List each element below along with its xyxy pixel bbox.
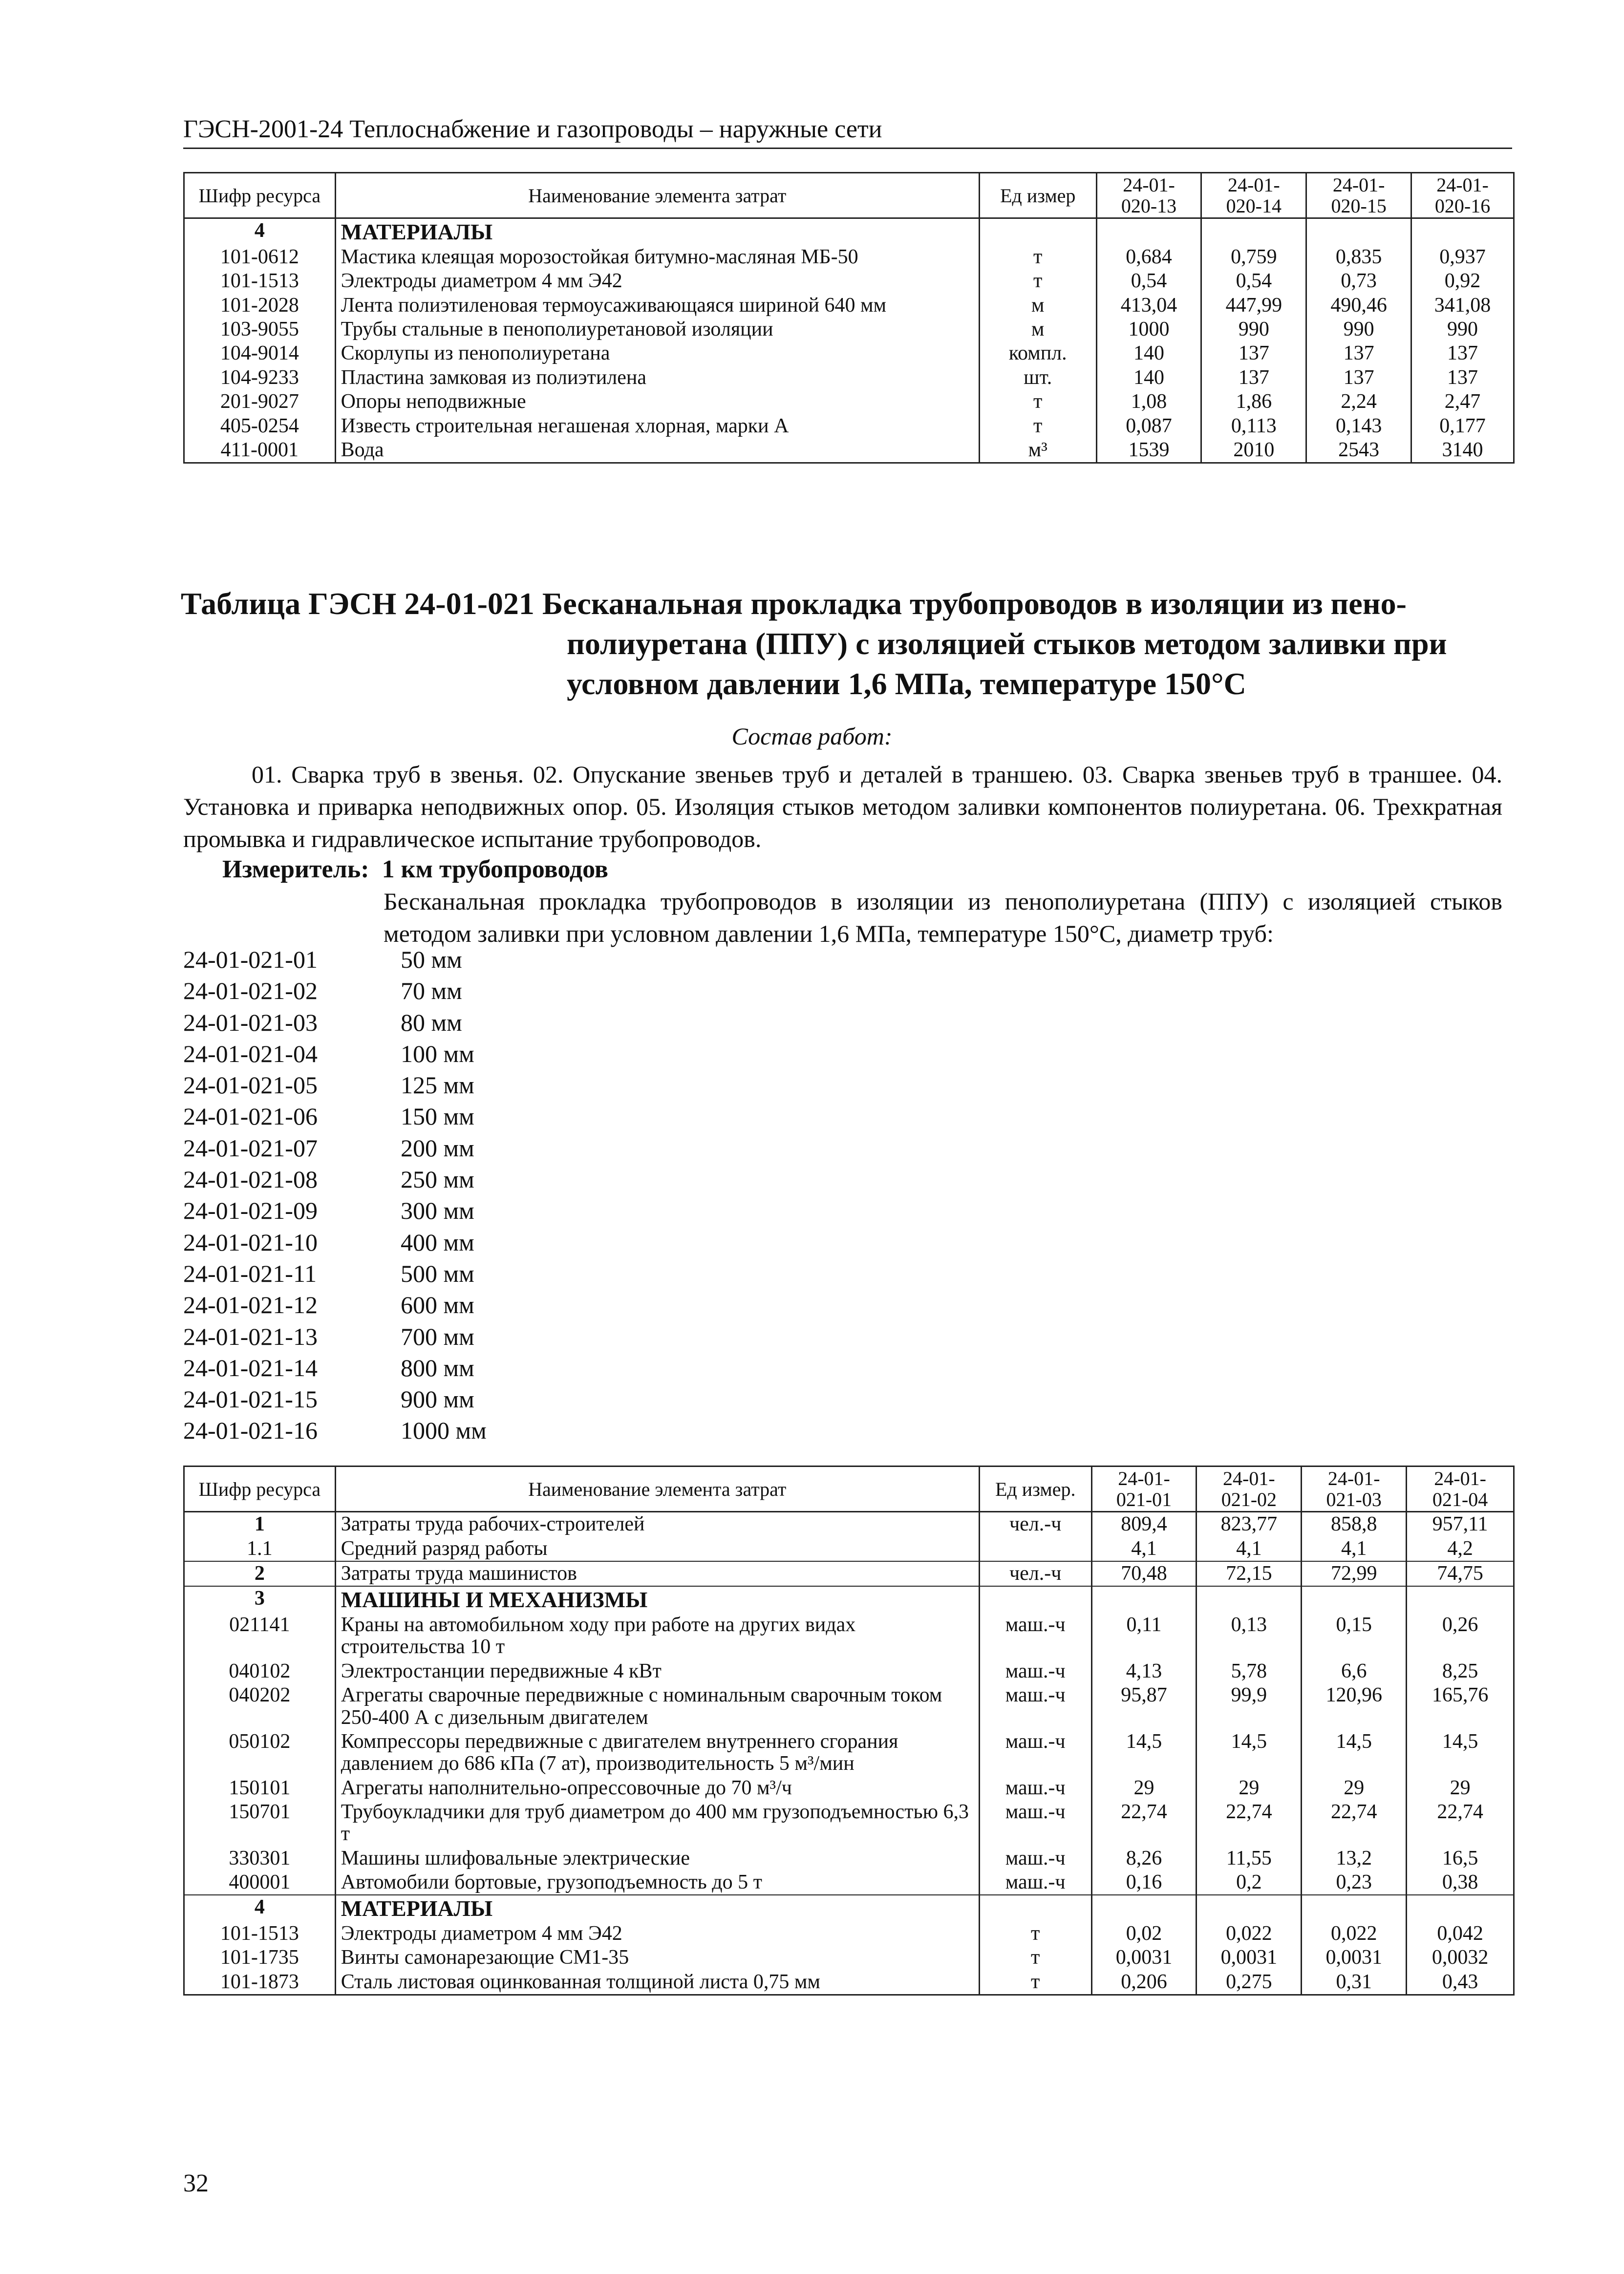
code-list-item [183, 975, 487, 1006]
cell-name: Винты самонарезающие СМ1-35 [335, 1946, 979, 1970]
cell-value: 0,0032 [1407, 1946, 1514, 1970]
table-row [184, 1800, 1514, 1847]
code-list-item [183, 1164, 487, 1195]
cell-unit: компл. [979, 341, 1096, 365]
cell-value: 0,835 [1306, 245, 1411, 269]
cell-unit: маш.-ч [979, 1776, 1091, 1800]
table-row [184, 341, 1514, 365]
cell-name: Электроды диаметром 4 мм Э42 [335, 269, 979, 293]
code-number: 24-01-021-09 [183, 1197, 318, 1225]
header-code: Шифр ресурса [184, 1466, 336, 1512]
cell-code: 104-9233 [184, 366, 336, 390]
table-row [184, 1537, 1514, 1561]
measure-value: 1 км трубопроводов [382, 855, 608, 883]
cell-value: 11,55 [1197, 1847, 1302, 1870]
cell-value: 29 [1407, 1776, 1514, 1800]
cell-value [1096, 218, 1201, 245]
cell-value: 0,684 [1096, 245, 1201, 269]
cell-name: Мастика клеящая морозостойкая битумно-масляная МБ-50 [335, 245, 979, 269]
pipe-diameter: 100 мм [401, 1040, 474, 1067]
resource-table-020 [183, 172, 1515, 464]
code-list-item [183, 1101, 487, 1132]
cell-unit: маш.-ч [979, 1870, 1091, 1895]
cell-value: 0,73 [1306, 269, 1411, 293]
pipe-diameter: 50 мм [401, 946, 462, 973]
code-list-item [183, 944, 487, 975]
cell-value: 8,26 [1091, 1847, 1197, 1870]
cell-code: 201-9027 [184, 390, 336, 414]
cell-name: МАШИНЫ И МЕХАНИЗМЫ [335, 1586, 979, 1613]
table-row [184, 294, 1514, 318]
cell-value: 4,2 [1407, 1537, 1514, 1561]
cell-value: 0,15 [1302, 1613, 1407, 1659]
table-row [184, 1970, 1514, 1995]
cell-value: 14,5 [1302, 1730, 1407, 1776]
cell-value: 0,022 [1302, 1922, 1407, 1946]
cell-value: 137 [1411, 366, 1514, 390]
cell-value: 13,2 [1302, 1847, 1407, 1870]
cell-value: 858,8 [1302, 1512, 1407, 1537]
cell-code: 040102 [184, 1659, 336, 1683]
table-row [184, 1730, 1514, 1776]
pipe-diameter: 800 мм [401, 1354, 474, 1381]
pipe-diameter: 400 мм [401, 1228, 474, 1256]
table-row [184, 390, 1514, 414]
cell-name: Средний разряд работы [335, 1537, 979, 1561]
cell-code: 101-1873 [184, 1970, 336, 1995]
cell-name: МАТЕРИАЛЫ [335, 218, 979, 245]
cell-value: 447,99 [1201, 294, 1306, 318]
cell-value: 0,38 [1407, 1870, 1514, 1895]
cell-name: Затраты труда рабочих-строителей [335, 1512, 979, 1537]
code-number: 24-01-021-04 [183, 1040, 318, 1067]
code-list-item [183, 1415, 487, 1446]
code-number: 24-01-021-07 [183, 1134, 318, 1162]
code-number: 24-01-021-16 [183, 1417, 318, 1445]
cell-value: 4,13 [1091, 1659, 1197, 1683]
cell-value: 0,43 [1407, 1970, 1514, 1995]
pipe-diameter: 125 мм [401, 1071, 474, 1099]
cell-code: 1 [184, 1512, 336, 1537]
cell-value: 413,04 [1096, 294, 1201, 318]
table-title [181, 584, 1500, 704]
cell-unit: маш.-ч [979, 1847, 1091, 1870]
cell-unit: т [979, 1946, 1091, 1970]
code-list-item [183, 1258, 487, 1289]
cell-code: 1.1 [184, 1537, 336, 1561]
cell-value: 0,275 [1197, 1970, 1302, 1995]
cell-name: Вода [335, 438, 979, 463]
cell-value: 1,08 [1096, 390, 1201, 414]
cell-name: МАТЕРИАЛЫ [335, 1895, 979, 1922]
cell-value: 99,9 [1197, 1683, 1302, 1730]
cell-value: 0,23 [1302, 1870, 1407, 1895]
header-col-1: 24-01- 021-01 [1091, 1466, 1197, 1512]
cell-code: 101-0612 [184, 245, 336, 269]
cell-name: Краны на автомобильном ходу при работе на других видах строительства 10 т [335, 1613, 979, 1659]
table-row [184, 1870, 1514, 1895]
cell-code: 400001 [184, 1870, 336, 1895]
cell-value: 4,1 [1197, 1537, 1302, 1561]
table-row [184, 1561, 1514, 1586]
cell-name: Лента полиэтиленовая термоусаживающаяся шириной 640 мм [335, 294, 979, 318]
code-list-item [183, 1132, 487, 1164]
cell-value: 6,6 [1302, 1659, 1407, 1683]
cell-value: 0,759 [1201, 245, 1306, 269]
cell-value: 29 [1302, 1776, 1407, 1800]
cell-value: 0,0031 [1302, 1946, 1407, 1970]
code-list [183, 944, 487, 1446]
cell-value: 120,96 [1302, 1683, 1407, 1730]
cell-value [1302, 1586, 1407, 1613]
cell-name: Пластина замковая из полиэтилена [335, 366, 979, 390]
running-header: ГЭСН-2001-24 Теплоснабжение и газопроводы – наружные сети [183, 115, 1512, 149]
cell-name: Трубоукладчики для труб диаметром до 400 мм грузоподъемностью 6,3 т [335, 1800, 979, 1847]
table-row [184, 245, 1514, 269]
code-number: 24-01-021-06 [183, 1103, 318, 1130]
cell-code: 101-2028 [184, 294, 336, 318]
table-row [184, 366, 1514, 390]
table-row [184, 1922, 1514, 1946]
cell-value: 0,54 [1096, 269, 1201, 293]
cell-value: 490,46 [1306, 294, 1411, 318]
cell-value: 0,11 [1091, 1613, 1197, 1659]
cell-value [1302, 1895, 1407, 1922]
cell-value: 1000 [1096, 318, 1201, 341]
header-col-3: 24-01- 020-15 [1306, 173, 1411, 218]
cell-unit: м [979, 318, 1096, 341]
table-title-line-1: Таблица ГЭСН 24-01-021 Бесканальная прокладка трубопроводов в изоляции из пено- [181, 586, 1407, 621]
cell-value: 0,16 [1091, 1870, 1197, 1895]
table-row [184, 318, 1514, 341]
cell-code: 4 [184, 218, 336, 245]
cell-value: 0,022 [1197, 1922, 1302, 1946]
cell-value: 2010 [1201, 438, 1306, 463]
cell-value: 0,02 [1091, 1922, 1197, 1946]
cell-code: 405-0254 [184, 414, 336, 438]
cell-value: 22,74 [1197, 1800, 1302, 1847]
code-list-item [183, 1195, 487, 1226]
cell-name: Автомобили бортовые, грузоподъемность до 5 т [335, 1870, 979, 1895]
pipe-diameter: 250 мм [401, 1166, 474, 1193]
cell-code: 101-1513 [184, 1922, 336, 1946]
pipe-diameter: 700 мм [401, 1322, 474, 1350]
header-col-4: 24-01- 020-16 [1411, 173, 1514, 218]
cell-value: 137 [1411, 341, 1514, 365]
pipe-diameter: 600 мм [401, 1291, 474, 1319]
cell-value: 0,0031 [1091, 1946, 1197, 1970]
cell-value: 990 [1411, 318, 1514, 341]
cell-value: 957,11 [1407, 1512, 1514, 1537]
cell-code: 150701 [184, 1800, 336, 1847]
code-number: 24-01-021-13 [183, 1322, 318, 1350]
cell-code: 2 [184, 1561, 336, 1586]
section-row [184, 1895, 1514, 1922]
cell-value: 5,78 [1197, 1659, 1302, 1683]
section-row [184, 1586, 1514, 1613]
pipe-diameter: 300 мм [401, 1197, 474, 1225]
cell-value: 1539 [1096, 438, 1201, 463]
cell-value: 16,5 [1407, 1847, 1514, 1870]
table-row [184, 1847, 1514, 1870]
cell-code: 104-9014 [184, 341, 336, 365]
header-col-2: 24-01- 020-14 [1201, 173, 1306, 218]
code-list-item [183, 1383, 487, 1415]
cell-value [1201, 218, 1306, 245]
cell-value: 990 [1306, 318, 1411, 341]
cell-unit: т [979, 390, 1096, 414]
cell-code: 101-1735 [184, 1946, 336, 1970]
cell-unit: м [979, 294, 1096, 318]
code-number: 24-01-021-14 [183, 1354, 318, 1381]
cell-value: 0,206 [1091, 1970, 1197, 1995]
cell-value: 14,5 [1407, 1730, 1514, 1776]
cell-value [1197, 1586, 1302, 1613]
cell-unit: чел.-ч [979, 1512, 1091, 1537]
cell-value: 140 [1096, 366, 1201, 390]
cell-unit: т [979, 1922, 1091, 1946]
header-name: Наименование элемента затрат [335, 173, 979, 218]
cell-value: 0,92 [1411, 269, 1514, 293]
cell-value: 14,5 [1197, 1730, 1302, 1776]
cell-value: 1,86 [1201, 390, 1306, 414]
pipe-diameter: 80 мм [401, 1008, 462, 1036]
cell-value: 137 [1306, 366, 1411, 390]
cell-value: 341,08 [1411, 294, 1514, 318]
cell-value: 72,99 [1302, 1561, 1407, 1586]
header-col-4: 24-01- 021-04 [1407, 1466, 1514, 1512]
cell-value: 70,48 [1091, 1561, 1197, 1586]
table-row [184, 269, 1514, 293]
cell-value: 29 [1091, 1776, 1197, 1800]
composition-text: 01. Сварка труб в звенья. 02. Опускание звеньев труб и деталей в траншею. 03. Сварка звеньев труб в траншее. 04. Установка и приварка неподвижных опор. 05. Изоляция стыков методом заливки компонентов полиуретана. 06. Трехкратная промывка и гидравлическое испытание трубопроводов. [183, 761, 1502, 852]
cell-unit: маш.-ч [979, 1613, 1091, 1659]
code-list-item [183, 1321, 487, 1352]
cell-value: 0,143 [1306, 414, 1411, 438]
cell-value [1306, 218, 1411, 245]
code-number: 24-01-021-02 [183, 977, 318, 1005]
cell-value: 137 [1201, 366, 1306, 390]
cell-code: 101-1513 [184, 269, 336, 293]
cell-value: 14,5 [1091, 1730, 1197, 1776]
cell-value: 0,54 [1201, 269, 1306, 293]
page-number: 32 [183, 2169, 209, 2197]
header-code: Шифр ресурса [184, 173, 336, 218]
table-row [184, 1946, 1514, 1970]
code-list-item [183, 1352, 487, 1383]
cell-name: Машины шлифовальные электрические [335, 1847, 979, 1870]
cell-value: 823,77 [1197, 1512, 1302, 1537]
cell-name: Известь строительная негашеная хлорная, марки А [335, 414, 979, 438]
cell-value: 165,76 [1407, 1683, 1514, 1730]
cell-code: 021141 [184, 1613, 336, 1659]
cell-unit: маш.-ч [979, 1683, 1091, 1730]
cell-value: 990 [1201, 318, 1306, 341]
cell-value: 0,31 [1302, 1970, 1407, 1995]
composition-heading: Состав работ: [731, 723, 893, 750]
cell-value: 95,87 [1091, 1683, 1197, 1730]
cell-code: 150101 [184, 1776, 336, 1800]
cell-value: 0,937 [1411, 245, 1514, 269]
cell-code: 050102 [184, 1730, 336, 1776]
cell-value [1411, 218, 1514, 245]
table-row [184, 1776, 1514, 1800]
pipe-diameter: 1000 мм [401, 1417, 487, 1445]
cell-value [1407, 1895, 1514, 1922]
cell-value: 0,042 [1407, 1922, 1514, 1946]
cell-unit: т [979, 269, 1096, 293]
measure [222, 855, 608, 884]
table-row [184, 1659, 1514, 1683]
cell-name: Электростанции передвижные 4 кВт [335, 1659, 979, 1683]
section-row [184, 218, 1514, 245]
code-number: 24-01-021-15 [183, 1385, 318, 1413]
header-unit: Ед измер [979, 173, 1096, 218]
table-title-line-3: условном давлении 1,6 МПа, температуре 150°С [567, 666, 1246, 701]
code-number: 24-01-021-01 [183, 946, 318, 973]
header-unit: Ед измер. [979, 1466, 1091, 1512]
cell-value [1407, 1586, 1514, 1613]
code-number: 24-01-021-10 [183, 1228, 318, 1256]
cell-name: Трубы стальные в пенополиуретановой изоляции [335, 318, 979, 341]
cell-value: 0,13 [1197, 1613, 1302, 1659]
cell-unit: маш.-ч [979, 1659, 1091, 1683]
cell-value: 140 [1096, 341, 1201, 365]
code-number: 24-01-021-03 [183, 1008, 318, 1036]
code-list-item [183, 1069, 487, 1101]
cell-value: 8,25 [1407, 1659, 1514, 1683]
cell-value: 22,74 [1407, 1800, 1514, 1847]
cell-value: 2,47 [1411, 390, 1514, 414]
cell-value: 29 [1197, 1776, 1302, 1800]
cell-name: Скорлупы из пенополиуретана [335, 341, 979, 365]
cell-value: 4,1 [1091, 1537, 1197, 1561]
cell-unit: т [979, 245, 1096, 269]
code-list-item [183, 1038, 487, 1069]
cell-name: Затраты труда машинистов [335, 1561, 979, 1586]
cell-name: Сталь листовая оцинкованная толщиной листа 0,75 мм [335, 1970, 979, 1995]
cell-value: 809,4 [1091, 1512, 1197, 1537]
table-title-line-2: полиуретана (ППУ) с изоляцией стыков методом заливки при [567, 626, 1447, 661]
cell-value [1091, 1895, 1197, 1922]
cell-unit [979, 218, 1096, 245]
cell-value: 22,74 [1091, 1800, 1197, 1847]
header-col-1: 24-01- 020-13 [1096, 173, 1201, 218]
resource-table-021 [183, 1466, 1515, 1996]
cell-value: 137 [1306, 341, 1411, 365]
cell-value [1091, 1586, 1197, 1613]
table-row [184, 1613, 1514, 1659]
cell-value: 0,113 [1201, 414, 1306, 438]
cell-unit: маш.-ч [979, 1800, 1091, 1847]
cell-unit [979, 1895, 1091, 1922]
code-list-item [183, 1289, 487, 1320]
code-number: 24-01-021-12 [183, 1291, 318, 1319]
cell-code: 4 [184, 1895, 336, 1922]
code-number: 24-01-021-11 [183, 1259, 317, 1287]
cell-value: 4,1 [1302, 1537, 1407, 1561]
cell-value [1197, 1895, 1302, 1922]
cell-value: 2,24 [1306, 390, 1411, 414]
cell-code: 103-9055 [184, 318, 336, 341]
pipe-diameter: 70 мм [401, 977, 462, 1005]
cell-value: 3140 [1411, 438, 1514, 463]
table-row [184, 1683, 1514, 1730]
pipe-diameter: 500 мм [401, 1259, 474, 1287]
cell-value: 137 [1201, 341, 1306, 365]
cell-value: 0,087 [1096, 414, 1201, 438]
cell-unit: чел.-ч [979, 1561, 1091, 1586]
cell-unit: м³ [979, 438, 1096, 463]
pipe-description: Бесканальная прокладка трубопроводов в изоляции из пенополиуретана (ППУ) с изоляцией стыков методом заливки при условном давлении 1,6 МПа, температуре 150°С, диаметр труб: [384, 888, 1502, 947]
cell-value: 74,75 [1407, 1561, 1514, 1586]
table-row [184, 1512, 1514, 1537]
table-row [184, 414, 1514, 438]
cell-name: Компрессоры передвижные с двигателем внутреннего сгорания давлением до 686 кПа (7 ат), производительность 5 м³/мин [335, 1730, 979, 1776]
cell-unit [979, 1537, 1091, 1561]
cell-code: 330301 [184, 1847, 336, 1870]
cell-value: 0,26 [1407, 1613, 1514, 1659]
cell-value: 2543 [1306, 438, 1411, 463]
cell-value: 0,0031 [1197, 1946, 1302, 1970]
cell-unit: т [979, 1970, 1091, 1995]
cell-unit: маш.-ч [979, 1730, 1091, 1776]
table-row [184, 438, 1514, 463]
header-name: Наименование элемента затрат [335, 1466, 979, 1512]
header-col-3: 24-01- 021-03 [1302, 1466, 1407, 1512]
cell-name: Агрегаты наполнительно-опрессовочные до 70 м³/ч [335, 1776, 979, 1800]
code-number: 24-01-021-05 [183, 1071, 318, 1099]
code-list-item [183, 1227, 487, 1258]
header-col-2: 24-01- 021-02 [1197, 1466, 1302, 1512]
code-list-item [183, 1007, 487, 1038]
pipe-diameter: 900 мм [401, 1385, 474, 1413]
cell-code: 3 [184, 1586, 336, 1613]
cell-name: Опоры неподвижные [335, 390, 979, 414]
cell-value: 0,177 [1411, 414, 1514, 438]
cell-unit: т [979, 414, 1096, 438]
cell-value: 0,2 [1197, 1870, 1302, 1895]
cell-code: 411-0001 [184, 438, 336, 463]
cell-unit: шт. [979, 366, 1096, 390]
pipe-diameter: 150 мм [401, 1103, 474, 1130]
pipe-diameter: 200 мм [401, 1134, 474, 1162]
cell-name: Электроды диаметром 4 мм Э42 [335, 1922, 979, 1946]
cell-value: 22,74 [1302, 1800, 1407, 1847]
cell-name: Агрегаты сварочные передвижные с номинальным сварочным током 250-400 А с дизельным двигателем [335, 1683, 979, 1730]
cell-value: 72,15 [1197, 1561, 1302, 1586]
measure-label: Измеритель: [222, 855, 369, 883]
code-number: 24-01-021-08 [183, 1166, 318, 1193]
cell-code: 040202 [184, 1683, 336, 1730]
cell-unit [979, 1586, 1091, 1613]
